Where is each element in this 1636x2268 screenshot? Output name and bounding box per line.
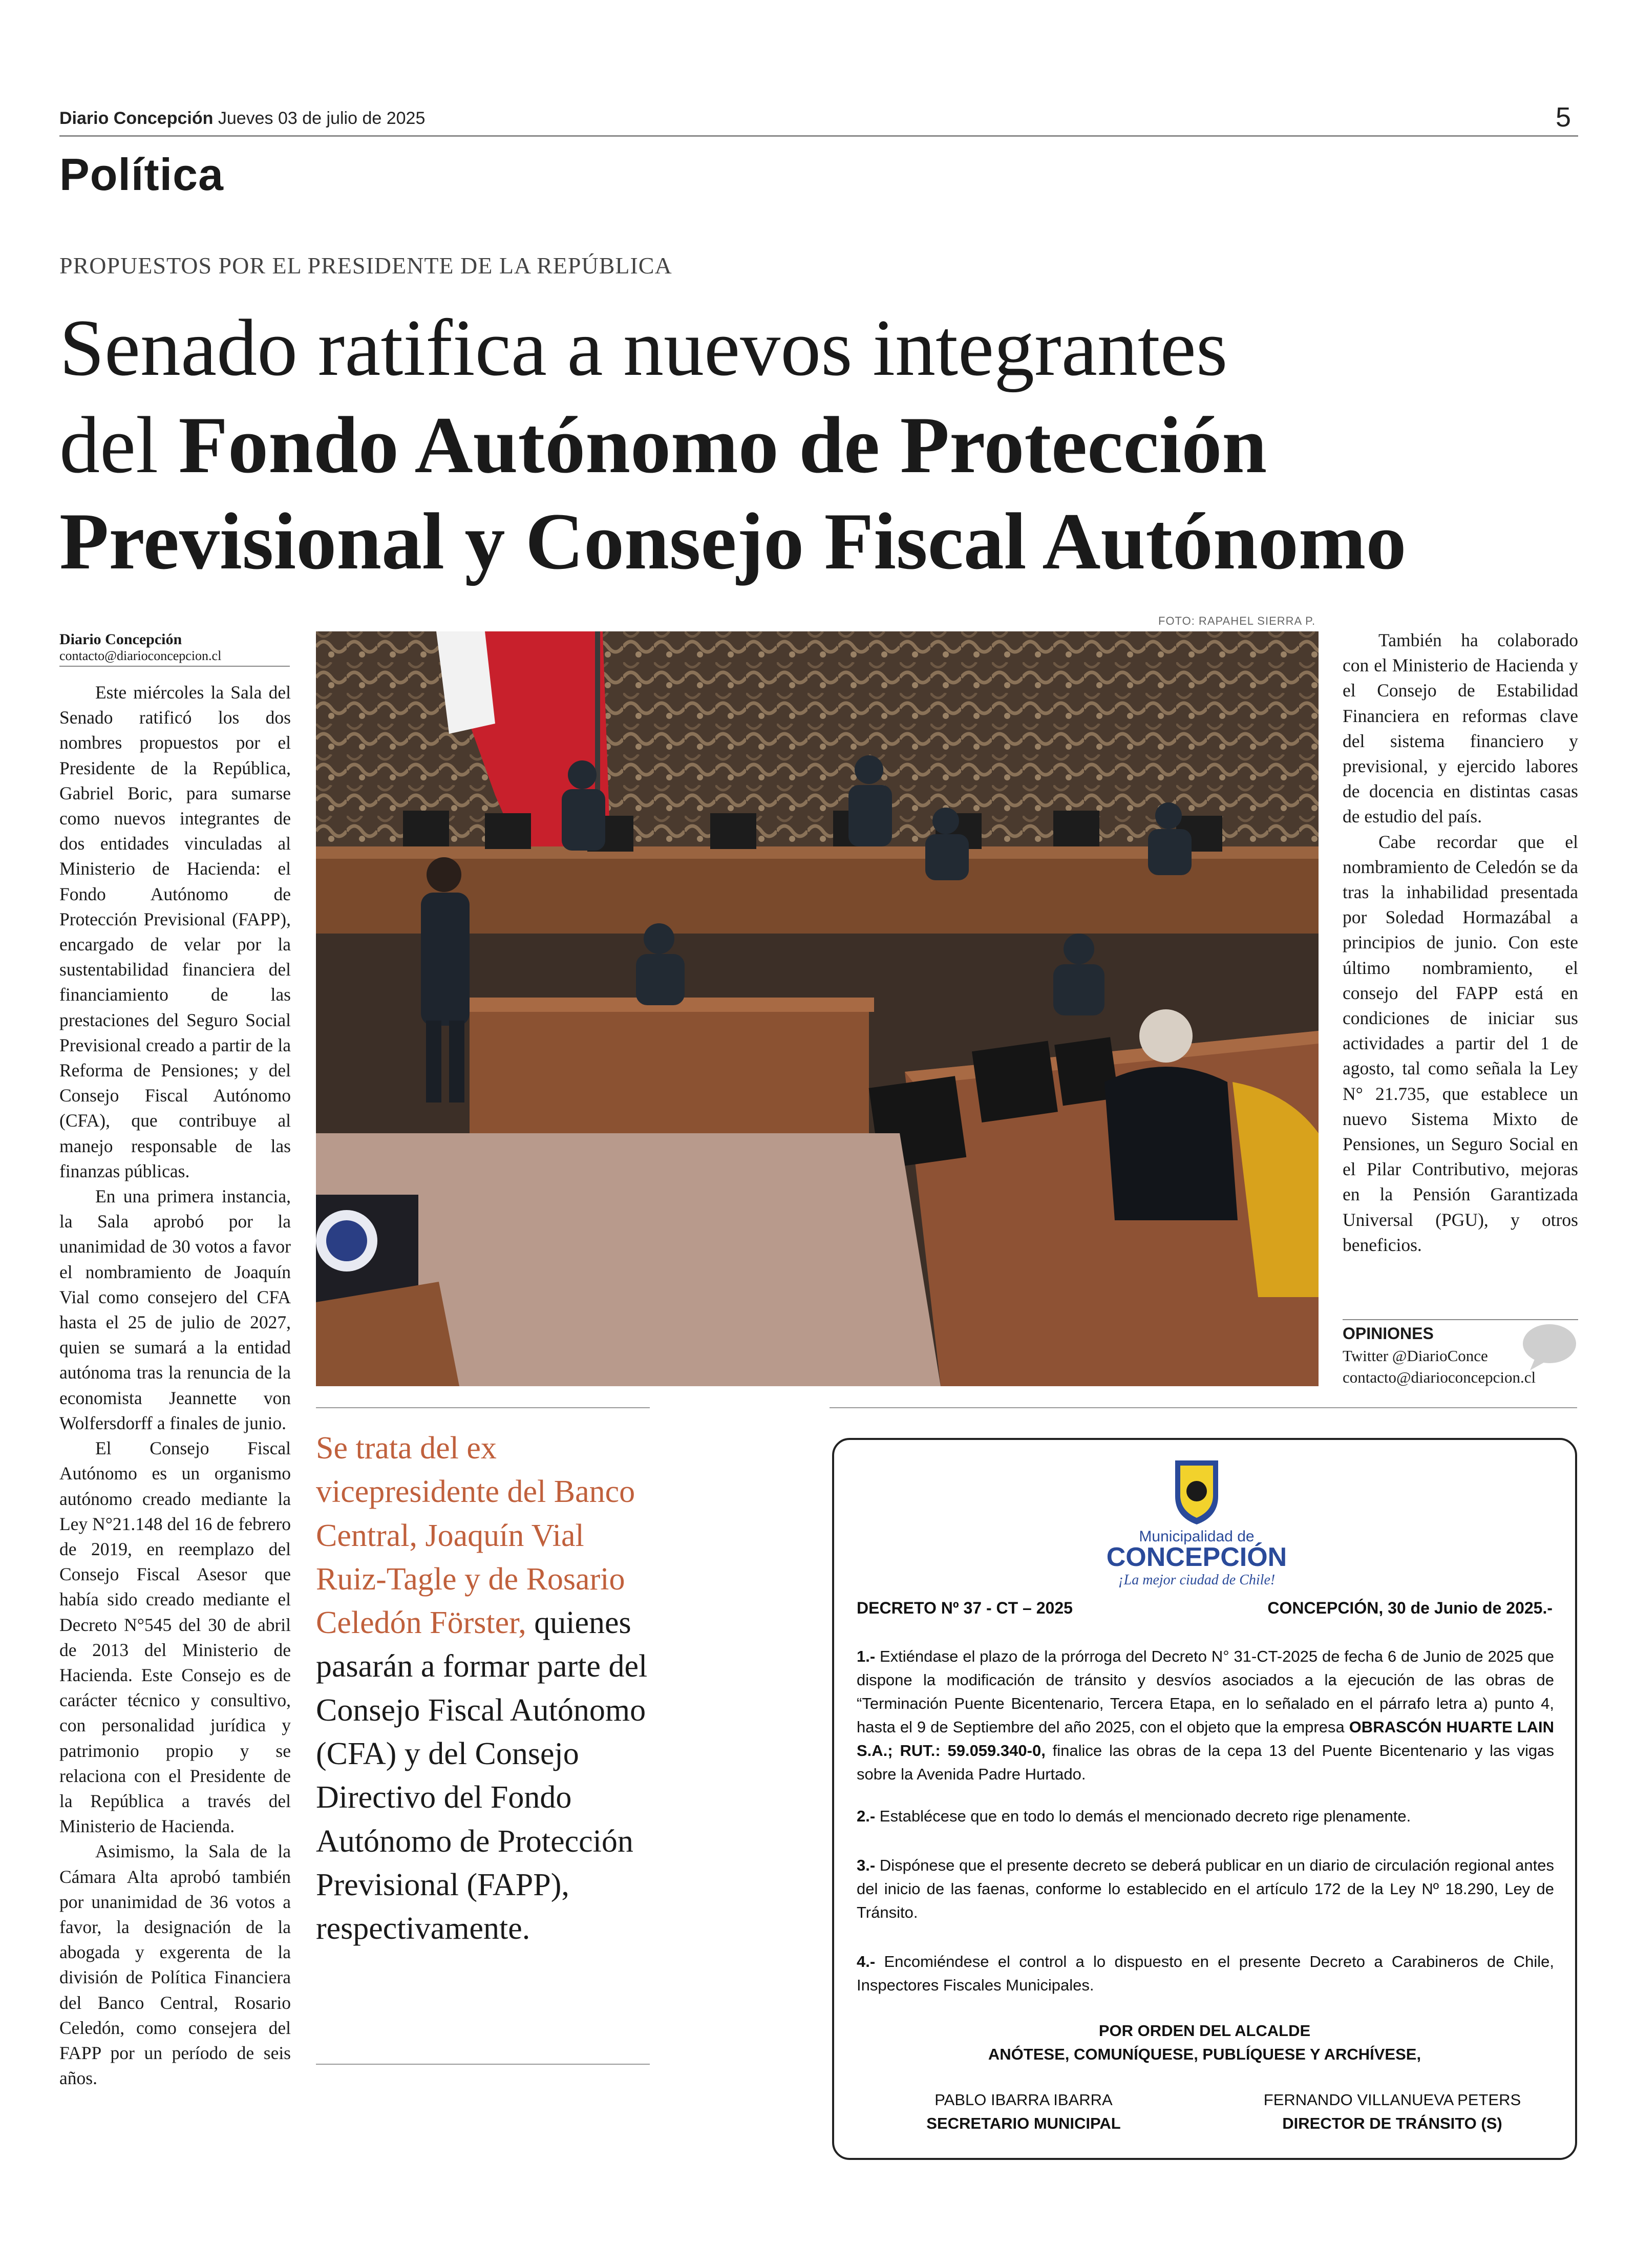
logo-top-text: Municipalidad de	[1139, 1528, 1255, 1545]
pull-quote-rest: quienes pasarán a formar parte del Consejo Fiscal Autónomo (CFA) y del Consejo Directivo del Fondo Autónomo de Protección Previsional (FAPP), respectivamente.	[316, 1605, 648, 1946]
pull-quote-highlight: Se trata del ex vicepresidente del Banco Central, Joaquín Vial Ruiz-Tagle y de Rosario Celedón Förster,	[316, 1431, 635, 1641]
signature-secretary	[890, 2088, 1157, 2135]
article-paragraph: Este miércoles la Sala del Senado ratificó los dos nombres propuestos por el Presidente de la República, Gabriel Boric, para sumarse como nuevos integrantes de dos entidades vinculadas al Ministerio de Hacienda: el Fondo Autónomo de Protección Previsional (FAPP), encargado de velar por la sustentabilidad financiera del financiamiento de las prestaciones del Seguro Social Previsional creado a partir de la Reforma de Pensiones; y del Consejo Fiscal Autónomo (CFA), que contribuye al manejo responsable de las finanzas públicas.	[59, 682, 291, 1181]
speech-bubble-icon	[1520, 1322, 1577, 1371]
clause-number: 1.-	[857, 1647, 876, 1665]
clause-number: 2.-	[857, 1807, 876, 1825]
quote-rule-top	[316, 1407, 650, 1408]
quote-rule-bottom	[316, 2064, 650, 2065]
signatory-role: DIRECTOR DE TRÁNSITO (S)	[1282, 2114, 1502, 2132]
photo-credit: FOTO: RAPAHEL SIERRA P.	[1158, 614, 1316, 627]
decree-number: DECRETO Nº 37 - CT – 2025	[857, 1599, 1073, 1617]
signatory-name: FERNANDO VILLANUEVA PETERS	[1263, 2091, 1521, 2109]
section-title: Política	[59, 149, 224, 200]
signatory-name: PABLO IBARRA IBARRA	[934, 2091, 1113, 2109]
municipal-decree-notice	[832, 1438, 1577, 2160]
clause-text: Encomiéndese el control a lo dispuesto en el presente Decreto a Carabineros de Chile, Inspectores Fiscales Municipales.	[857, 1953, 1554, 1994]
decree-clause-3	[857, 1854, 1554, 1924]
senate-chamber-illustration	[316, 631, 1319, 1386]
order-line: POR ORDEN DEL ALCALDE	[1098, 2022, 1311, 2040]
logo-slogan-text: ¡La mejor ciudad de Chile!	[1118, 1572, 1276, 1588]
header-rule	[59, 135, 1578, 137]
article-paragraph: Cabe recordar que el nombramiento de Celedón se da tras la inhabilidad presentada por Soledad Hormazábal a principios de junio. Con este último nombramiento, el consejo del FAPP está en condiciones de iniciar sus actividades a partir del 1 de agosto, tal como señala la Ley N° 21.735, que establece un nuevo Sistema Mixto de Pensiones, un Seguro Social en el Pilar Contributivo, mejoras en la Pensión Garantizada Universal (PGU), y otros beneficios.	[1343, 831, 1578, 1255]
article-column-3	[1343, 628, 1578, 1258]
opinions-email: contacto@diarioconcepcion.cl	[1343, 1368, 1536, 1386]
article-kicker: PROPUESTOS POR EL PRESIDENTE DE LA REPÚBLICA	[59, 252, 672, 279]
byline-rule	[59, 666, 290, 667]
headline-line-1: Senado ratifica a nuevos integrantes	[59, 303, 1228, 393]
clause-text: Establécese que en todo lo demás el mencionado decreto rige plenamente.	[875, 1807, 1411, 1825]
page-number: 5	[1556, 102, 1571, 133]
article-column-1	[59, 680, 291, 2091]
byline	[59, 631, 290, 664]
clause-number: 3.-	[857, 1856, 876, 1874]
senate-chamber-photo	[316, 631, 1319, 1386]
headline-line-2	[59, 399, 1267, 492]
decree-place-date: CONCEPCIÓN, 30 de Junio de 2025.-	[1267, 1599, 1553, 1617]
masthead-line	[59, 109, 425, 129]
article-paragraph: En una primera instancia, la Sala aprobó por la unanimidad de 30 votos a favor el nombramiento de Joaquín Vial como consejero del CFA hasta el 25 de julio de 2027, quien se sumará a la entidad autónoma tras la renuncia de la economista Jeannette von Wolfersdorff a finales de junio.	[59, 1186, 291, 1433]
clause-text: Dispónese que el presente decreto se deberá publicar en un diario de circulación regional antes del inicio de las faenas, conforme lo establecido en el artículo 172 de la Ley Nº 18.290, Ley de Tránsito.	[857, 1856, 1554, 1921]
ad-rule-top	[830, 1407, 1577, 1408]
opinions-twitter: Twitter @DiarioConce	[1343, 1347, 1488, 1365]
byline-author: Diario Concepción	[59, 631, 182, 648]
clause-number: 4.-	[857, 1953, 876, 1970]
contractor-name: OBRASCÓN HUARTE LAIN S.A.; RUT.: 59.059.340-0,	[857, 1718, 1554, 1760]
opinions-title: OPINIONES	[1343, 1324, 1434, 1343]
signatory-role: SECRETARIO MUNICIPAL	[926, 2114, 1121, 2132]
clause-text: finalice las obras de la cepa 13 del Puente Bicentenario y las vigas sobre la Avenida Padre Hurtado.	[857, 1742, 1554, 1783]
issue-date: Jueves 03 de julio de 2025	[218, 109, 426, 128]
municipality-logo	[1089, 1455, 1304, 1604]
publish-line: ANÓTESE, COMUNÍQUESE, PUBLÍQUESE Y ARCHÍVESE,	[988, 2045, 1421, 2063]
headline-line-3: Previsional y Consejo Fiscal Autónomo	[59, 497, 1407, 586]
opinions-rule	[1343, 1319, 1578, 1320]
decree-clause-4	[857, 1950, 1554, 1997]
article-paragraph: También ha colaborado con el Ministerio de Hacienda y el Consejo de Estabilidad Financiera en reformas clave del sistema financiero y previsional, y ejercido labores de docencia en distintas casas de estudio del país.	[1343, 630, 1578, 827]
decree-clause-2	[857, 1805, 1554, 1828]
byline-email: contacto@diarioconcepcion.cl	[59, 648, 222, 663]
decree-clause-1	[857, 1645, 1554, 1786]
headline-line-2-light: del	[59, 400, 179, 490]
article-paragraph: Asimismo, la Sala de la Cámara Alta aprobó también por unanimidad de 36 votos a favor, la designación de la abogada y exgerenta de la división de Política Financiera del Banco Central, Rosario Celedón, como consejera del FAPP por un período de seis años.	[59, 1841, 291, 2089]
logo-name-text: CONCEPCIÓN	[1106, 1542, 1287, 1572]
article-paragraph: El Consejo Fiscal Autónomo es un organismo autónomo creado mediante la Ley N°21.148 del 16 de febrero de 2019, en reemplazo del Consejo Fiscal Asesor que había sido creado mediante el Decreto N°545 del 30 de abril de 2013 del Ministerio de Hacienda. Este Consejo es de carácter técnico y consultivo, con personalidad jurídica y patrimonio propio y se relaciona con el Presidente de la República a través del Ministerio de Hacienda.	[59, 1438, 291, 1837]
pull-quote	[316, 1427, 654, 1951]
paper-name: Diario Concepción	[59, 109, 214, 128]
signature-director	[1259, 2088, 1525, 2135]
clause-text: Extiéndase el plazo de la prórroga del Decreto N° 31-CT-2025 de fecha 6 de Junio de 2025 que dispone la modificación de tránsito y desvíos asociados a la ejecución de las obras de “Terminación Puente Bicentenario, Tercera Etapa, en lo señalado en el párrafo letra a) punto 4, hasta el 9 de Septiembre del año 2025, con el objeto que la empresa	[857, 1647, 1554, 1736]
headline-line-2-bold: Fondo Autónomo de Protección	[178, 400, 1267, 490]
